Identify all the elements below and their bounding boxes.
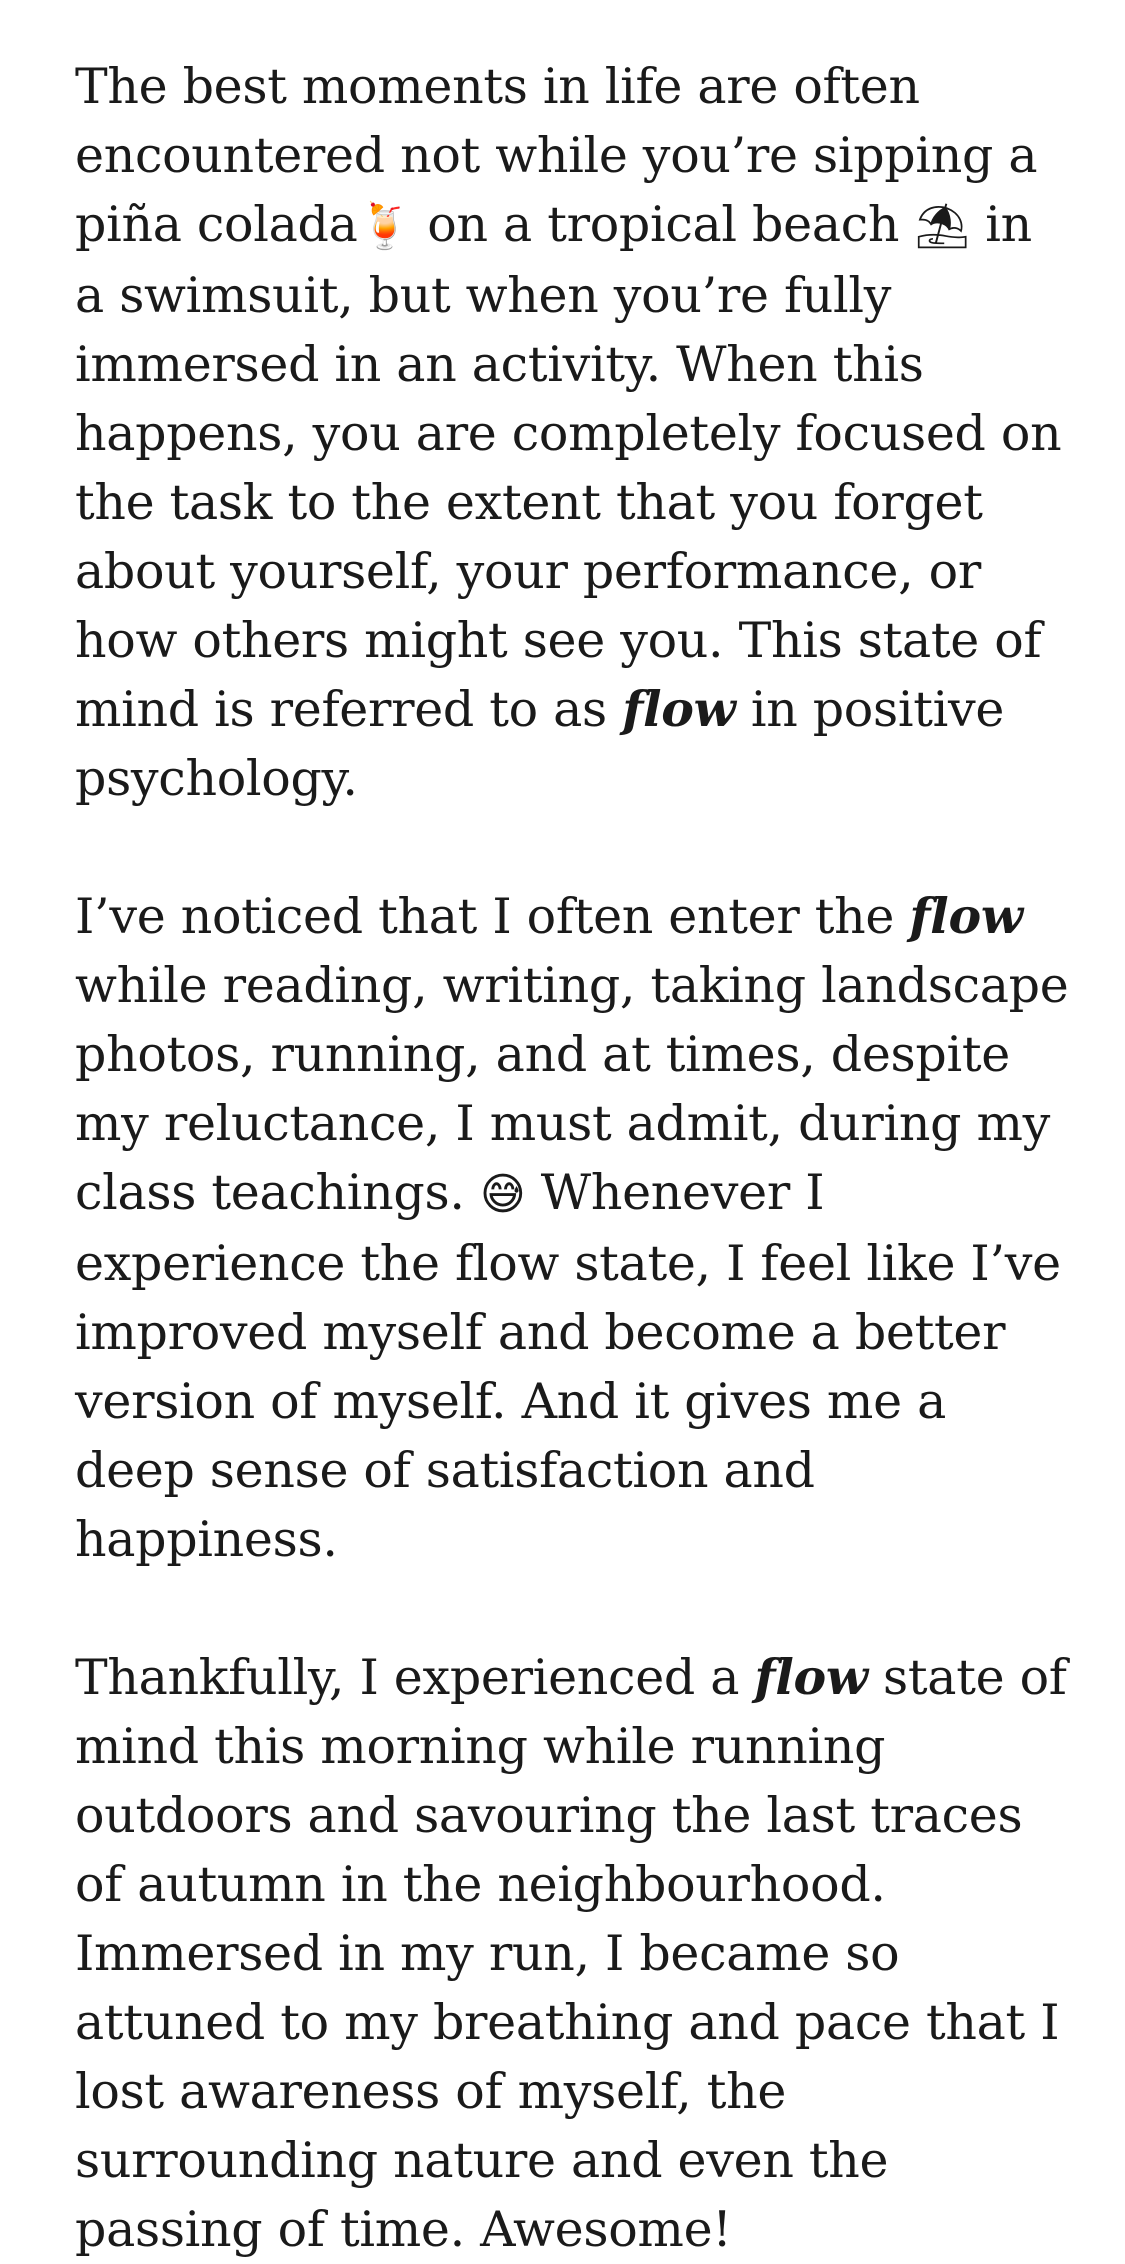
paragraph-text: state of mind this morning while running outdoors and savouring the last traces of autumn in the neighbourhood. Immersed in my run, I became so attuned to my breathing and pace that I lost awareness of myself, the surrounding nature and even the passing of time. Awesome!	[75, 1649, 1067, 2258]
flow-emphasis: flow	[622, 680, 736, 738]
paragraph-text: in positive psychology.	[75, 681, 1005, 807]
flow-emphasis: flow	[754, 1648, 868, 1706]
paragraph-text: Whenever I experience the flow state, I feel like I’ve improved myself and become a better version of myself. And it gives me a deep sense of satisfaction and happiness.	[75, 1164, 1061, 1568]
paragraph-text: on a tropical beach	[412, 196, 915, 253]
paragraph-text: I’ve noticed that I often enter the	[75, 888, 910, 945]
tropical-drink-icon: 🍹	[357, 201, 412, 252]
article-body	[75, 52, 1075, 2264]
paragraph-text: in a swimsuit, but when you’re fully immersed in an activity. When this happens, you are completely focused on the task to the extent that you forget about yourself, your performance, or how others might see you. This state of mind is referred to as	[75, 196, 1062, 738]
paragraph-1	[75, 52, 1075, 813]
grinning-sweat-face-icon: 😅	[479, 1169, 526, 1220]
beach-umbrella-icon: ⛱	[914, 201, 970, 252]
paragraph-text: Thankfully, I experienced a	[75, 1649, 755, 1706]
paragraph-text: The best moments in life are often encountered not while you’re sipping a piña colada	[75, 58, 1038, 253]
paragraph-2	[75, 882, 1075, 1574]
flow-emphasis: flow	[909, 887, 1023, 945]
paragraph-3	[75, 1643, 1075, 2264]
paragraph-text: while reading, writing, taking landscape photos, running, and at times, despite my reluctance, I must admit, during my class teachings.	[75, 957, 1069, 1221]
